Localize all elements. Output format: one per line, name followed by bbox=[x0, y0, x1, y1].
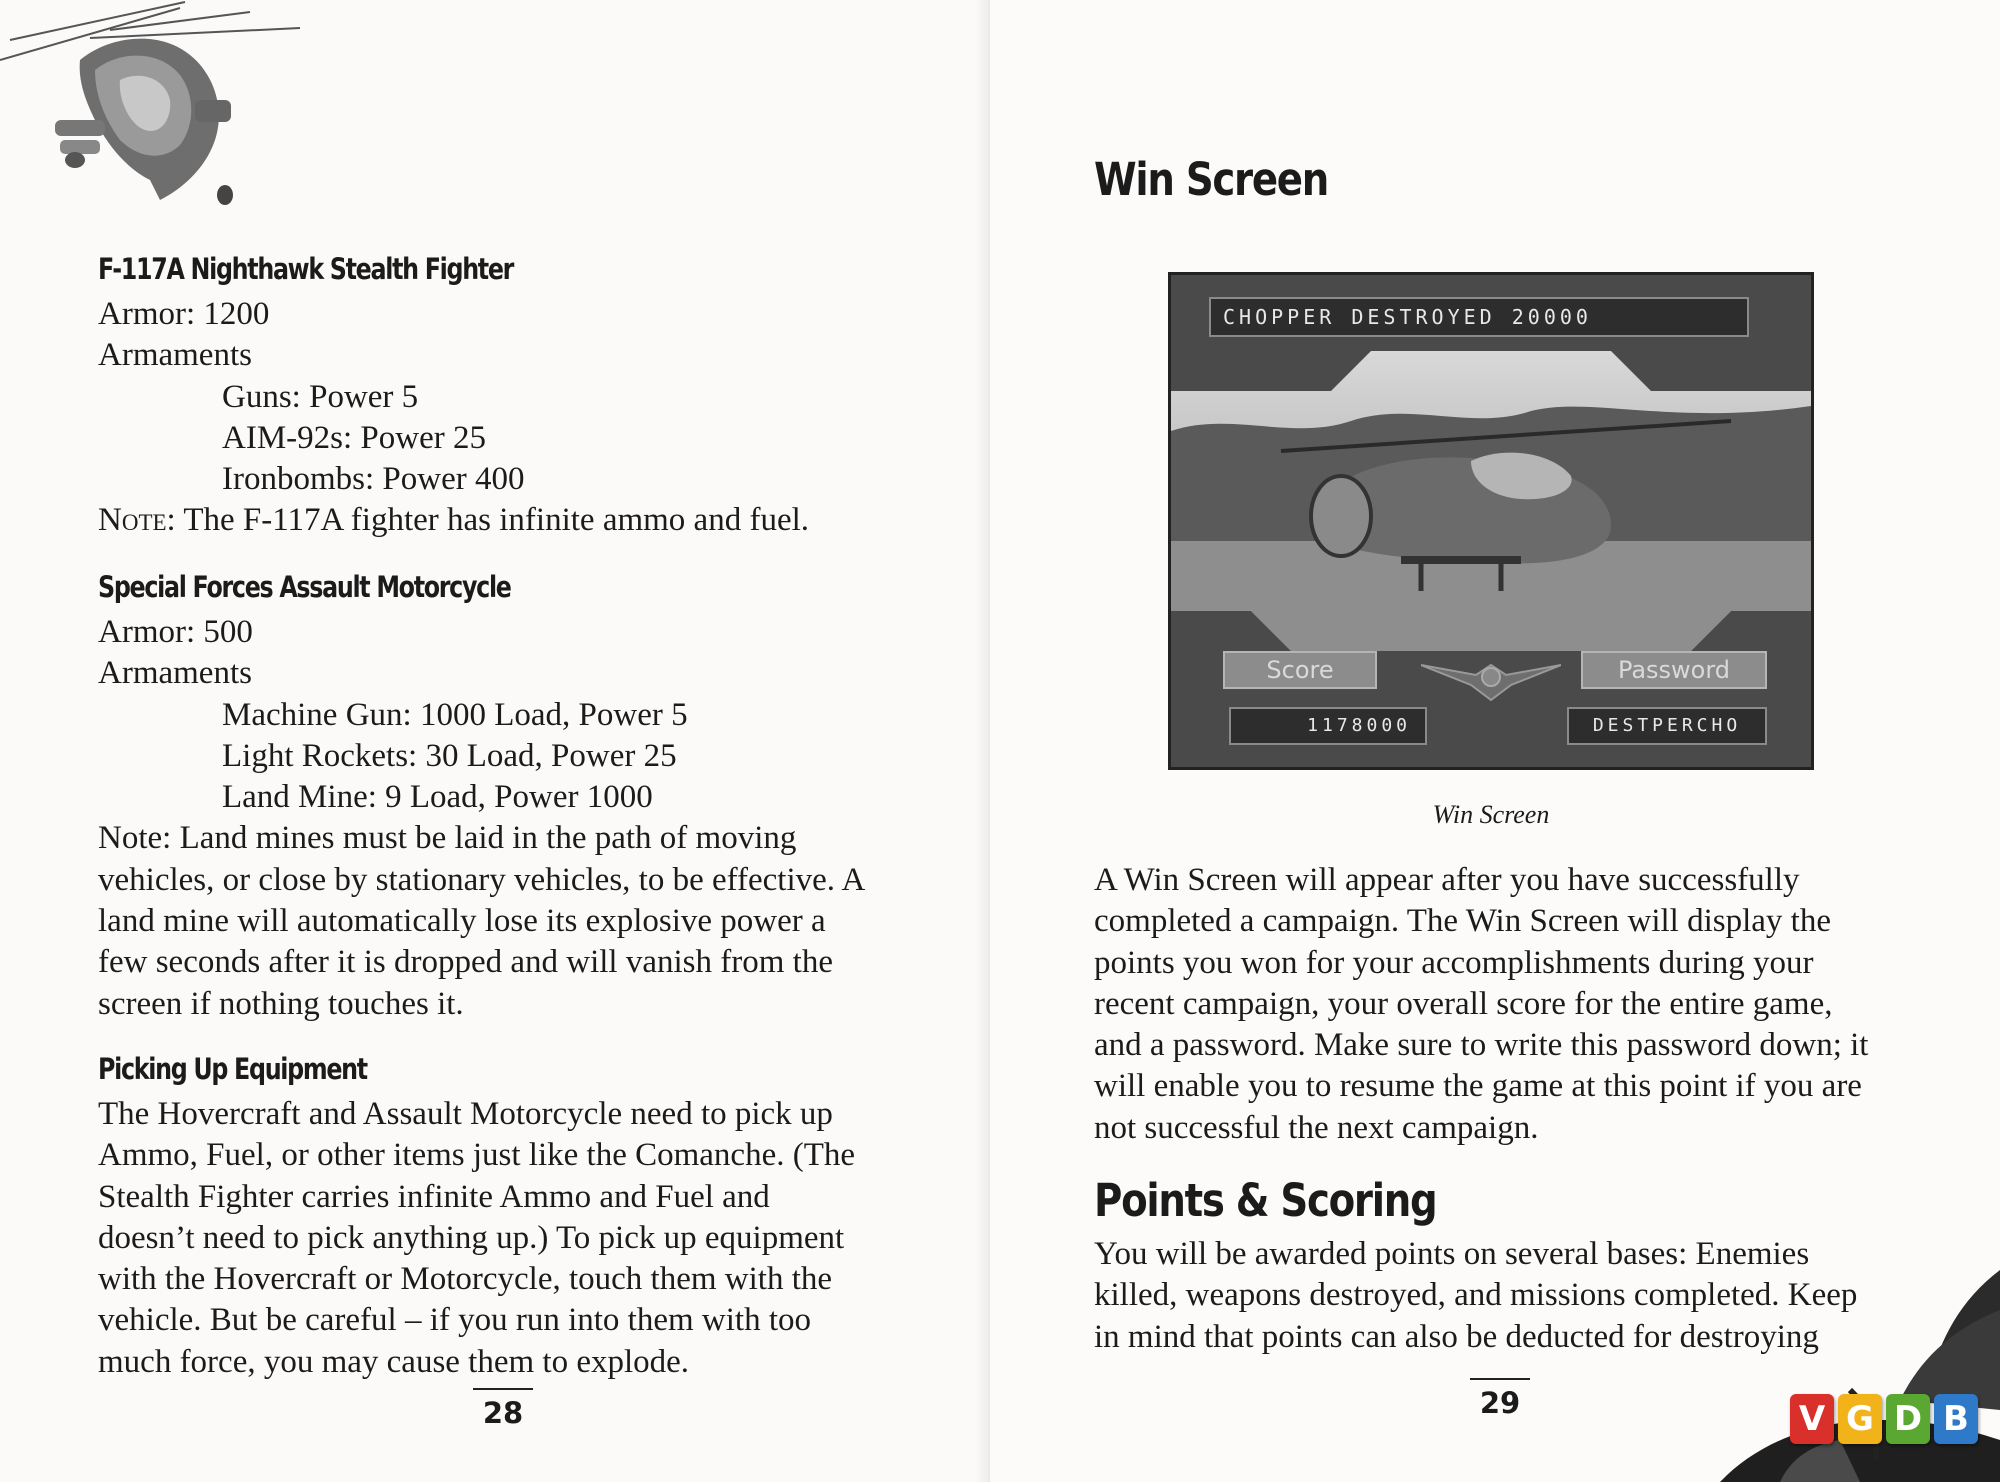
page-number-right: 29 bbox=[1470, 1386, 1530, 1420]
points-scoring-heading: Points & Scoring bbox=[1094, 1174, 1437, 1227]
body-line: completed a campaign. The Win Screen will display the bbox=[1094, 903, 1831, 940]
note-text: The F-117A fighter has infinite ammo and fuel. bbox=[175, 502, 810, 539]
watermark-letter: G bbox=[1838, 1394, 1882, 1444]
body-line: killed, weapons destroyed, and missions completed. Keep bbox=[1094, 1277, 1858, 1314]
note-line: few seconds after it is dropped and will vanish from the bbox=[98, 944, 833, 981]
eagle-emblem bbox=[1421, 645, 1561, 705]
section-heading-f117a: F-117A Nighthawk Stealth Fighter bbox=[98, 252, 514, 286]
note-line: land mine will automatically lose its explosive power a bbox=[98, 903, 826, 940]
note-line: screen if nothing touches it. bbox=[98, 985, 464, 1022]
body-line: You will be awarded points on several bases: Enemies bbox=[1094, 1236, 1810, 1272]
password-value: DESTPERCHO bbox=[1567, 707, 1767, 745]
armament-item: Machine Gun: 1000 Load, Power 5 bbox=[222, 696, 688, 733]
note-line bbox=[98, 500, 809, 541]
body-line: with the Hovercraft or Motorcycle, touch them with the bbox=[98, 1261, 833, 1298]
note-line: Note: Land mines must be laid in the path of moving bbox=[98, 820, 797, 857]
watermark-letter: B bbox=[1934, 1394, 1978, 1444]
body-line: Ammo, Fuel, or other items just like the Comanche. (The bbox=[98, 1137, 856, 1174]
armor-line: Armor: 1200 bbox=[98, 296, 270, 332]
armament-item: Guns: Power 5 bbox=[222, 378, 419, 415]
left-page bbox=[0, 0, 990, 1482]
body-line: and a password. Make sure to write this password down; it bbox=[1094, 1027, 1869, 1064]
watermark-letter: V bbox=[1790, 1394, 1834, 1444]
chopper-destroyed-bar: CHOPPER DESTROYED 20000 bbox=[1209, 297, 1749, 337]
password-label: Password bbox=[1581, 651, 1767, 689]
body-line: not successful the next campaign. bbox=[1094, 1109, 1539, 1146]
armor-line: Armor: 500 bbox=[98, 614, 253, 650]
body-line: much force, you may cause them to explode. bbox=[98, 1343, 690, 1380]
palm-foliage-illustration bbox=[1700, 1270, 2000, 1482]
section-heading-picking-up: Picking Up Equipment bbox=[98, 1052, 367, 1086]
note-label: Note: bbox=[98, 502, 176, 539]
armament-item: AIM-92s: Power 25 bbox=[222, 419, 486, 456]
helicopter-scene bbox=[1171, 351, 1811, 651]
body-line: A Win Screen will appear after you have successfully bbox=[1094, 862, 1800, 898]
armament-item: Ironbombs: Power 400 bbox=[222, 461, 525, 498]
section-body-motorcycle bbox=[98, 612, 865, 1025]
note-line: vehicles, or close by stationary vehicles, to be effective. A bbox=[98, 861, 866, 898]
score-value: 1178000 bbox=[1229, 707, 1427, 745]
body-line: doesn’t need to pick anything up.) To pick up equipment bbox=[98, 1219, 845, 1256]
armaments-line: Armaments bbox=[98, 337, 252, 374]
screenshot-caption: Win Screen bbox=[1432, 800, 1550, 829]
win-screen-paragraph bbox=[1094, 860, 1868, 1149]
body-line: will enable you to resume the game at this point if you are bbox=[1094, 1068, 1862, 1105]
win-screen-screenshot bbox=[1168, 272, 1814, 770]
armaments-line: Armaments bbox=[98, 655, 252, 692]
page-title: Win Screen bbox=[1094, 153, 1329, 206]
vgdb-watermark bbox=[1790, 1394, 1982, 1444]
armament-item: Light Rockets: 30 Load, Power 25 bbox=[222, 737, 677, 774]
helicopter-illustration bbox=[0, 0, 310, 215]
score-label: Score bbox=[1223, 651, 1377, 689]
body-line: in mind that points can also be deducted for destroying bbox=[1094, 1318, 1819, 1355]
body-line: vehicle. But be careful – if you run into them with too bbox=[98, 1302, 811, 1339]
section-body-f117a bbox=[98, 294, 809, 542]
section-heading-motorcycle: Special Forces Assault Motorcycle bbox=[98, 570, 511, 604]
body-line: recent campaign, your overall score for the entire game, bbox=[1094, 985, 1833, 1022]
body-line: Stealth Fighter carries infinite Ammo and Fuel and bbox=[98, 1178, 770, 1215]
watermark-letter: D bbox=[1886, 1394, 1930, 1444]
body-line: points you won for your accomplishments during your bbox=[1094, 944, 1814, 981]
page-number-left: 28 bbox=[473, 1396, 533, 1430]
armament-item: Land Mine: 9 Load, Power 1000 bbox=[222, 779, 653, 816]
body-line: The Hovercraft and Assault Motorcycle need to pick up bbox=[98, 1096, 833, 1132]
section-body-picking-up bbox=[98, 1094, 855, 1383]
